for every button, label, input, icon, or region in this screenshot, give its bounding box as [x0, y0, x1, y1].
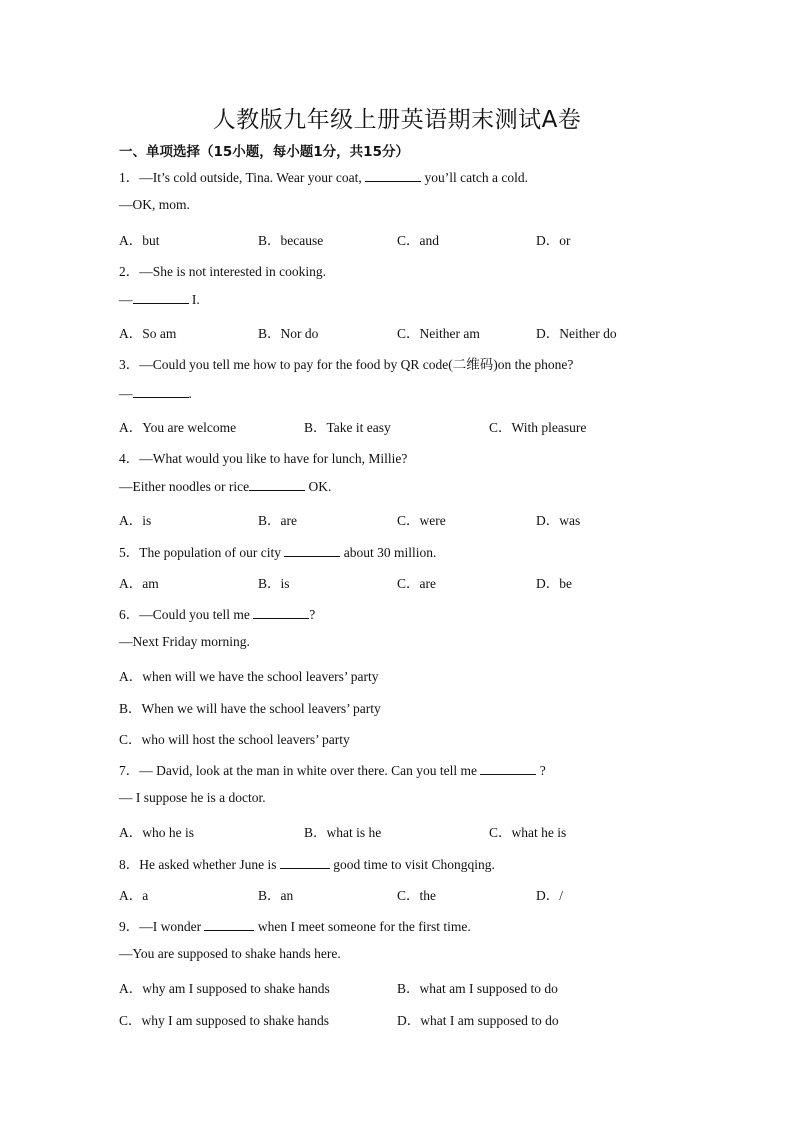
- section-heading: 一、单项选择（15小题，每小题1分，共15分）: [119, 144, 409, 160]
- question-text: 7．— David, look at the man in white over there. Can you tell me: [119, 763, 481, 778]
- option-d: D．was: [536, 513, 581, 528]
- option-a: A．but: [119, 233, 160, 248]
- option-b: B．what am I supposed to do: [397, 981, 558, 996]
- option-d: D．or: [536, 233, 571, 248]
- question-2-reply: [119, 291, 200, 308]
- question-text: when I meet someone for the first time.: [254, 919, 471, 934]
- option-b: B．are: [258, 513, 297, 528]
- option-b: B．Nor do: [258, 326, 319, 341]
- question-text: 8．He asked whether June is: [119, 857, 280, 872]
- option-c: C．who will host the school leavers’ party: [119, 732, 350, 747]
- option-a: A．So am: [119, 326, 177, 341]
- page-title: 人教版九年级上册英语期末测试A卷: [212, 107, 582, 133]
- option-c: C．were: [397, 513, 446, 528]
- reply-text: —Either noodles or rice: [119, 479, 250, 494]
- question-2-stem: 2．—She is not interested in cooking.: [119, 264, 326, 279]
- question-9-reply: —You are supposed to shake hands here.: [119, 946, 341, 961]
- reply-text: I.: [188, 292, 200, 307]
- question-text: 6．—Could you tell me: [119, 607, 254, 622]
- question-text: ?: [309, 607, 316, 622]
- question-5-stem: [119, 541, 436, 561]
- reply-text: —: [119, 386, 133, 401]
- question-9-stem: [119, 915, 471, 935]
- answer-blank: [253, 606, 309, 619]
- question-3-reply: [119, 385, 192, 402]
- option-b: B．what is he: [304, 825, 382, 840]
- option-c: C．what he is: [489, 825, 567, 840]
- option-c: C．Neither am: [397, 326, 480, 341]
- option-b: B．an: [258, 888, 294, 903]
- question-6-stem: [119, 603, 315, 623]
- option-d: D．be: [536, 576, 572, 591]
- option-a: A．who he is: [119, 825, 194, 840]
- option-a: A．when will we have the school leavers’ party: [119, 669, 379, 684]
- option-a: A．why am I supposed to shake hands: [119, 981, 330, 996]
- reply-text: —: [119, 292, 133, 307]
- option-d: D．/: [536, 888, 563, 903]
- option-d: D．Neither do: [536, 326, 617, 341]
- question-4-stem: 4．—What would you like to have for lunch, Millie?: [119, 451, 408, 466]
- question-7-stem: [119, 759, 546, 779]
- option-c: C．are: [397, 576, 436, 591]
- question-7-reply: — I suppose he is a doctor.: [119, 790, 266, 805]
- option-c: C．and: [397, 233, 439, 248]
- question-1-stem: [119, 166, 528, 186]
- option-b: B．When we will have the school leavers’ party: [119, 701, 381, 716]
- question-text: good time to visit Chongqing.: [329, 857, 495, 872]
- answer-blank: [480, 762, 536, 775]
- answer-blank: [204, 918, 254, 931]
- question-text: ?: [536, 763, 546, 778]
- answer-blank: [133, 385, 189, 398]
- question-8-stem: [119, 853, 495, 873]
- question-3-stem: 3．—Could you tell me how to pay for the food by QR code(二维码)on the phone?: [119, 357, 574, 372]
- option-b: B．is: [258, 576, 290, 591]
- reply-text: .: [188, 386, 192, 401]
- option-a: A．am: [119, 576, 159, 591]
- option-c: C．the: [397, 888, 436, 903]
- reply-text: OK.: [305, 479, 332, 494]
- option-d: D．what I am supposed to do: [397, 1013, 559, 1028]
- answer-blank: [280, 856, 330, 869]
- option-a: A．a: [119, 888, 149, 903]
- answer-blank: [249, 478, 305, 491]
- answer-blank: [133, 291, 189, 304]
- option-c: C．why I am supposed to shake hands: [119, 1013, 329, 1028]
- option-b: B．Take it easy: [304, 420, 391, 435]
- question-text: 1．—It’s cold outside, Tina. Wear your coat,: [119, 170, 366, 185]
- question-6-reply: —Next Friday morning.: [119, 634, 250, 649]
- question-1-reply: —OK, mom.: [119, 197, 190, 212]
- option-a: A．is: [119, 513, 152, 528]
- question-text: 9．—I wonder: [119, 919, 205, 934]
- answer-blank: [365, 169, 421, 182]
- question-text: you’ll catch a cold.: [421, 170, 528, 185]
- answer-blank: [284, 544, 340, 557]
- option-c: C．With pleasure: [489, 420, 587, 435]
- question-text: 5．The population of our city: [119, 545, 285, 560]
- option-b: B．because: [258, 233, 324, 248]
- question-4-reply: [119, 478, 331, 495]
- question-text: about 30 million.: [340, 545, 437, 560]
- option-a: A．You are welcome: [119, 420, 237, 435]
